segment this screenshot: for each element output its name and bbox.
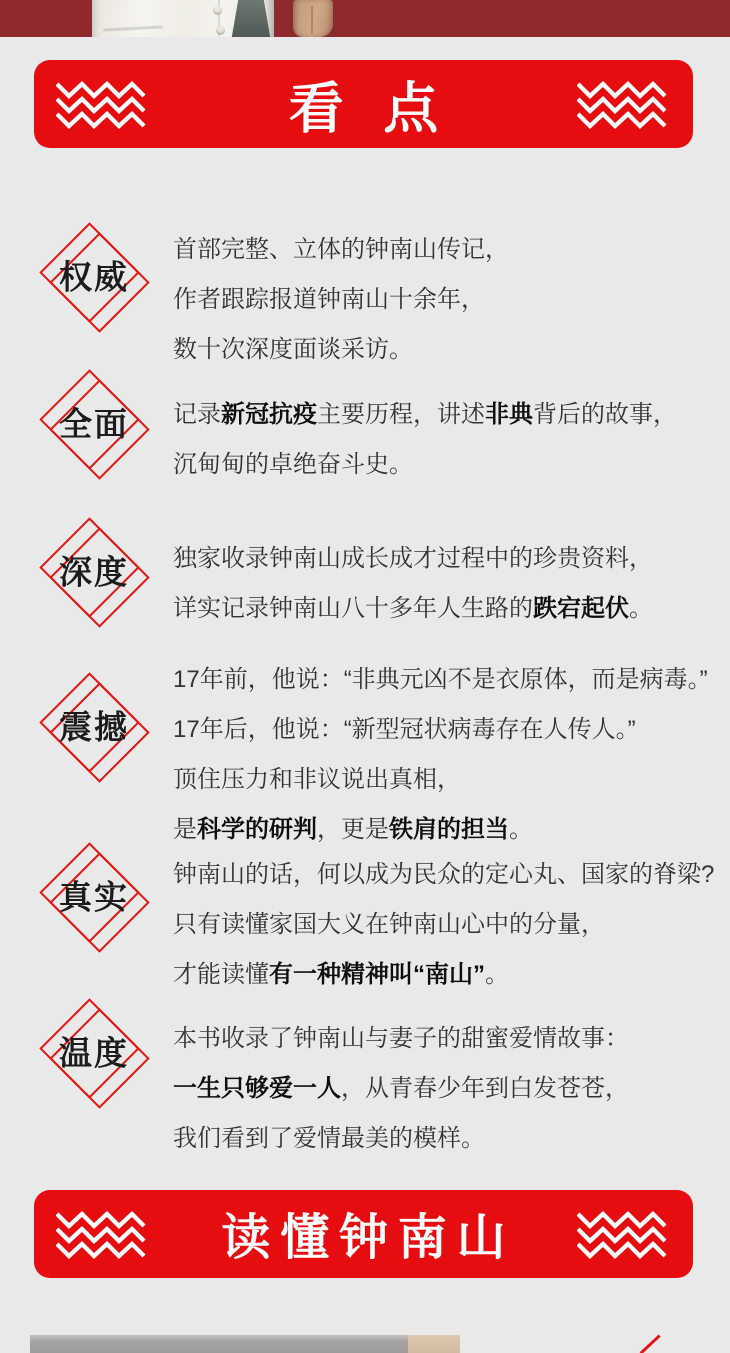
zigzag-icon [56, 1210, 150, 1259]
text-line: 才能读懂有一种精神叫“南山”。 [173, 961, 509, 988]
diamond-badge-real [38, 841, 150, 953]
text-line: 17年前，他说：“非典元凶不是衣原体，而是病毒。” [173, 666, 708, 693]
diamond-badge-depth [38, 516, 150, 628]
feature-text-real [173, 850, 718, 1000]
coat-button [213, 6, 222, 15]
feature-text-authority [173, 225, 718, 375]
zigzag-icon [577, 80, 671, 129]
red-diagonal-line [640, 1334, 661, 1353]
text-line: 本书收录了钟南山与妻子的甜蜜爱情故事： [173, 1025, 629, 1052]
coat-button [216, 26, 225, 35]
read-banner [34, 1190, 693, 1278]
zigzag-icon [577, 1210, 671, 1259]
text-line: 独家收录钟南山成长成才过程中的珍贵资料， [173, 545, 653, 572]
diamond-badge-warmth [38, 997, 150, 1109]
text-line: 顶住压力和非议说出真相， [173, 766, 461, 793]
text-line: 17年后，他说：“新型冠状病毒存在人传人。” [173, 716, 636, 743]
badge-label: 温度 [59, 1036, 129, 1073]
read-banner-title: 读懂钟南山 [221, 1210, 516, 1265]
text-line: 钟南山的话，何以成为民众的定心丸、国家的脊梁? [173, 861, 715, 888]
highlights-banner [34, 60, 693, 148]
text-line: 详实记录钟南山八十多年人生路的跌宕起伏。 [173, 595, 653, 622]
diamond-badge-comprehensive [38, 368, 150, 480]
text-line: 我们看到了爱情最美的模样。 [173, 1125, 485, 1152]
bottom-photo [30, 1335, 460, 1353]
bottom-photo-tan-area [408, 1335, 460, 1353]
text-line: 一生只够爱一人，从青春少年到白发苍苍， [173, 1075, 629, 1102]
badge-label: 深度 [59, 555, 129, 592]
zigzag-icon [56, 80, 150, 129]
feature-text-depth [173, 534, 718, 634]
diamond-badge-shocking [38, 671, 150, 783]
badge-label: 权威 [59, 260, 129, 297]
badge-label: 震撼 [59, 710, 129, 747]
text-line: 数十次深度面谈采访。 [173, 336, 413, 363]
text-line: 只有读懂家国大义在钟南山心中的分量， [173, 911, 605, 938]
text-line: 是科学的研判，更是铁肩的担当。 [173, 816, 533, 843]
hand [293, 0, 333, 37]
text-line: 作者跟踪报道钟南山十余年， [173, 286, 485, 313]
feature-text-comprehensive [173, 390, 718, 490]
text-line: 首部完整、立体的钟南山传记， [173, 236, 509, 263]
feature-text-warmth [173, 1014, 718, 1164]
text-line: 沉甸甸的卓绝奋斗史。 [173, 451, 413, 478]
hero-photo [0, 0, 730, 37]
badge-label: 真实 [59, 880, 129, 917]
highlights-banner-title: 看点 [288, 78, 478, 140]
badge-label: 全面 [59, 407, 129, 444]
feature-text-shocking [173, 655, 718, 855]
diamond-badge-authority [38, 221, 150, 333]
text-line: 记录新冠抗疫主要历程，讲述非典背后的故事， [173, 401, 677, 428]
